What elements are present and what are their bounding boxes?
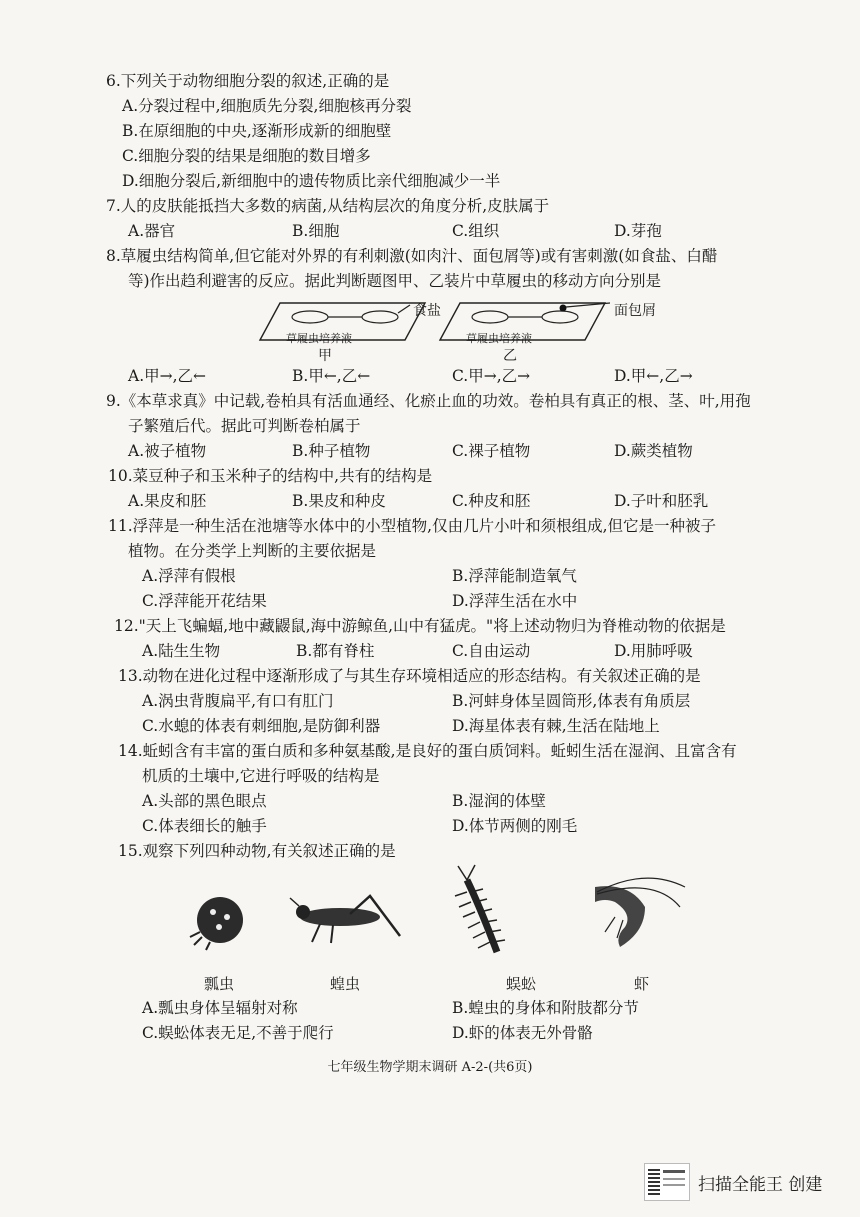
q6-option-b: B.在原细胞的中央,逐渐形成新的细胞壁 <box>122 122 392 140</box>
q15-option-b: B.蝗虫的身体和附肢都分节 <box>452 999 639 1017</box>
q9-stem-line1: 9.《本草求真》中记载,卷柏具有活血通经、化瘀止血的功效。卷柏具有真正的根、茎、叶,用孢 <box>106 392 751 410</box>
q7-option-b: B.细胞 <box>292 222 340 240</box>
ladybug-illustration <box>190 897 243 950</box>
q13-option-b: B.河蚌身体呈圆筒形,体表有角质层 <box>452 692 691 710</box>
bread-crumb-tag: 面包屑 <box>614 303 656 319</box>
slide-yi-label: 草履虫培养液 <box>466 332 532 345</box>
q15-option-a: A.瓢虫身体呈辐射对称 <box>142 999 298 1017</box>
q8-option-b: B.甲←,乙← <box>292 367 371 385</box>
q10-option-b: B.果皮和种皮 <box>292 492 386 510</box>
q8-option-c: C.甲→,乙→ <box>452 367 531 385</box>
q7-stem: 7.人的皮肤能抵挡大多数的病菌,从结构层次的角度分析,皮肤属于 <box>106 197 550 215</box>
q14-stem-line2: 机质的土壤中,它进行呼吸的结构是 <box>142 767 380 785</box>
animal-label-shrimp: 虾 <box>634 975 650 993</box>
q10-option-c: C.种皮和胚 <box>452 492 531 510</box>
q8-stem-line2: 等)作出趋利避害的反应。据此判断题图甲、乙装片中草履虫的移动方向分别是 <box>128 272 662 290</box>
q12-option-a: A.陆生生物 <box>142 642 221 660</box>
q9-option-b: B.种子植物 <box>292 442 371 460</box>
q9-option-c: C.裸子植物 <box>452 442 531 460</box>
q9-stem-line2: 子繁殖后代。据此可判断卷柏属于 <box>128 417 361 435</box>
q7-option-a: A.器官 <box>128 222 176 240</box>
q15-stem: 15.观察下列四种动物,有关叙述正确的是 <box>118 842 396 860</box>
q12-option-c: C.自由运动 <box>452 642 531 660</box>
q11-option-a: A.浮萍有假根 <box>142 567 236 585</box>
q11-option-d: D.浮萍生活在水中 <box>452 592 578 610</box>
q15-option-d: D.虾的体表无外骨骼 <box>452 1024 593 1042</box>
q13-stem: 13.动物在进化过程中逐渐形成了与其生存环境相适应的形态结构。有关叙述正确的是 <box>118 667 701 685</box>
salt-tag: 食盐 <box>413 303 441 319</box>
q6-stem: 6.下列关于动物细胞分裂的叙述,正确的是 <box>106 72 390 90</box>
q12-option-d: D.用肺呼吸 <box>614 642 693 660</box>
scanner-watermark <box>644 1163 822 1201</box>
animal-label-ladybug: 瓢虫 <box>204 975 235 993</box>
q6-option-a: A.分裂过程中,细胞质先分裂,细胞核再分裂 <box>122 97 412 115</box>
q14-option-a: A.头部的黑色眼点 <box>142 792 267 810</box>
q9-option-d: D.蕨类植物 <box>614 442 693 460</box>
q12-stem: 12."天上飞蝙蝠,地中藏鼹鼠,海中游鲸鱼,山中有猛虎。"将上述动物归为脊椎动物的依据是 <box>114 617 726 635</box>
page-footer: 七年级生物学期末调研 A-2-(共6页) <box>327 1060 533 1075</box>
q8-stem-line1: 8.草履虫结构简单,但它能对外界的有利刺激(如肉汁、面包屑等)或有害刺激(如食盐、白醋 <box>106 247 718 265</box>
animal-label-grasshopper: 蝗虫 <box>330 975 361 993</box>
q11-stem-line1: 11.浮萍是一种生活在池塘等水体中的小型植物,仅由几片小叶和须根组成,但它是一种被子 <box>108 517 717 535</box>
q8-option-d: D.甲←,乙→ <box>614 367 693 385</box>
scanner-app-icon <box>644 1163 690 1201</box>
slide-yi-name: 乙 <box>503 348 517 364</box>
centipede-illustration <box>455 865 505 952</box>
q10-stem: 10.菜豆种子和玉米种子的结构中,共有的结构是 <box>108 467 433 485</box>
q10-option-a: A.果皮和胚 <box>128 492 207 510</box>
slide-jia-name: 甲 <box>318 348 332 364</box>
q7-option-c: C.组织 <box>452 222 500 240</box>
animal-label-centipede: 蜈蚣 <box>506 975 537 993</box>
q14-option-c: C.体表细长的触手 <box>142 817 267 835</box>
q13-option-c: C.水螅的体表有刺细胞,是防御利器 <box>142 717 381 735</box>
q14-option-b: B.湿润的体壁 <box>452 792 546 810</box>
q15-option-c: C.蜈蚣体表无足,不善于爬行 <box>142 1024 334 1042</box>
slide-jia-label: 草履虫培养液 <box>286 332 352 345</box>
q10-option-d: D.子叶和胚乳 <box>614 492 709 510</box>
q7-option-d: D.芽孢 <box>614 222 662 240</box>
q13-option-a: A.涡虫背腹扁平,有口有肛门 <box>142 692 334 710</box>
q14-stem-line1: 14.蚯蚓含有丰富的蛋白质和多种氨基酸,是良好的蛋白质饲料。蚯蚓生活在湿润、且富含有 <box>118 742 737 760</box>
q8-option-a: A.甲→,乙← <box>128 367 207 385</box>
q9-option-a: A.被子植物 <box>128 442 207 460</box>
four-animals-figure <box>175 862 695 962</box>
q11-stem-line2: 植物。在分类学上判断的主要依据是 <box>128 542 377 560</box>
shrimp-illustration <box>595 878 685 947</box>
grasshopper-illustration <box>290 896 400 943</box>
q12-option-b: B.都有脊柱 <box>296 642 375 660</box>
q13-option-d: D.海星体表有棘,生活在陆地上 <box>452 717 660 735</box>
q11-option-b: B.浮萍能制造氧气 <box>452 567 577 585</box>
q14-option-d: D.体节两侧的刚毛 <box>452 817 578 835</box>
watermark-text: 扫描全能王 创建 <box>698 1174 823 1195</box>
q6-option-d: D.细胞分裂后,新细胞中的遗传物质比亲代细胞减少一半 <box>122 172 501 190</box>
q11-option-c: C.浮萍能开花结果 <box>142 592 267 610</box>
q6-option-c: C.细胞分裂的结果是细胞的数目增多 <box>122 147 371 165</box>
